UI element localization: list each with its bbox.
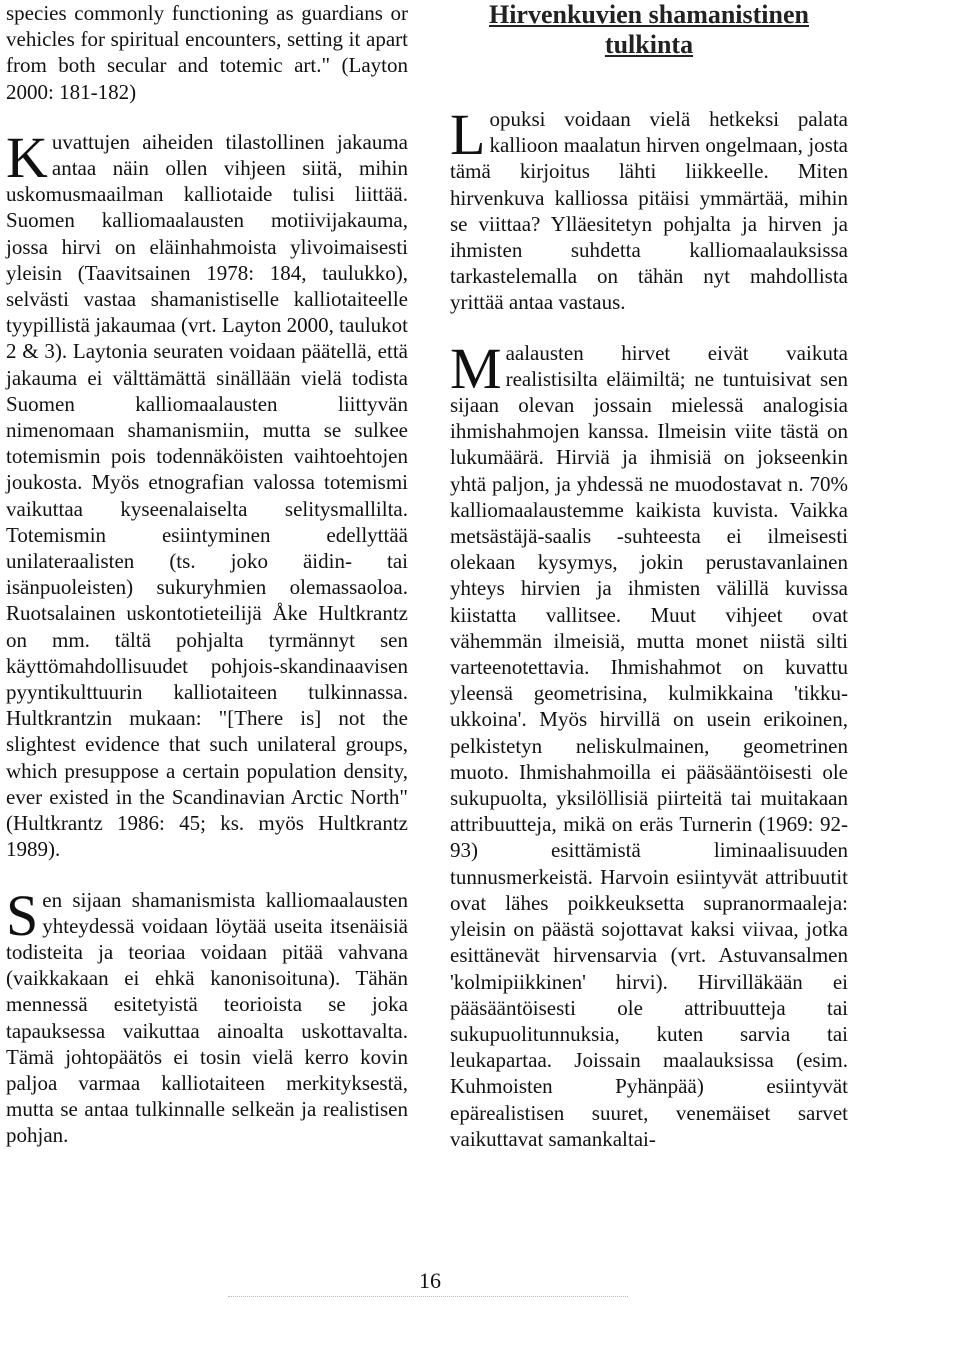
paragraph-intro bbox=[450, 102, 848, 316]
right-column bbox=[450, 0, 848, 1152]
drop-cap: K bbox=[6, 124, 48, 190]
drop-cap: M bbox=[450, 335, 502, 401]
drop-cap: S bbox=[6, 882, 39, 948]
paragraph-text: en sijaan shamanismista kalliomaalausten yhteydessä voidaan löytää useita itsenäisiä todisteita ja teoriaa voidaan pitää vahvana (vaikkakaan ei ehkä kanonisoituna). Tähän mennessä esitetyistä teorioista se joka tapauksessa vaikuttaa ainoalta uskottavalta. Tämä johtopäätös ei tosin vielä kerro kovin paljoa varmaa kalliotaiteen merkityksestä, mutta se antaa tulkinnalle selkeän ja realistisen pohjan. bbox=[6, 887, 408, 1148]
paragraph-shamanism bbox=[6, 882, 408, 1149]
drop-cap: L bbox=[450, 102, 486, 167]
paragraph-text: opuksi voidaan vielä hetkeksi palata kallioon maalatun hirven ongelmaan, josta tämä kirjoitus lähti liikkeelle. Miten hirvenkuva kalliossa pitäisi ymmärtää, mihin se viittaa? Ylläesitetyn pohjalta ja hirven ja ihmisten suhdetta kalliomaalauksissa tarkastelemalla on tähän nyt mahdollista yrittää antaa vastaus. bbox=[450, 107, 848, 315]
paragraph-elk-analysis bbox=[450, 335, 848, 1152]
paragraph-text: uvattujen aiheiden tilastollinen jakauma antaa näin ollen vihjeen siitä, mihin uskomusmaailman kalliotaide tulisi liittää. Suomen kalliomaalausten motiivijakauma, jossa hirvi on eläinhahmoista ylivoimaisesti yleisin (Taavitsainen 1978: 184, taulukko), selvästi vastaa shamanistiselle kalliotaiteelle tyypillistä jakaumaa (vrt. Layton 2000, taulukot 2 & 3). Laytonia seuraten voidaan päätellä, että jakauma ei välttämättä sinällään vielä todista Suomen kalliomaalausten liittyvän nimenomaan shamanismiin, mutta se sulkee totemismin pois todennäköisten vaihtoehtojen joukosta. Myös etnografian valossa totemismi vaikuttaa kyseenalaiselta selitysmallilta. Totemismin esiintyminen edellyttää unilateraalisten (ts. joko äidin- tai isänpuoleisten) sukuryhmien olemassaoloa. Ruotsalainen uskontotieteilijä Åke Hultkrantz on mm. tältä pohjalta tyrmännyt sen käyttömahdollisuudet pohjois-skandinaavisen pyyntikulttuurin kalliotaiteen tulkinnassa. Hultkrantzin mukaan: "[There is] not the slightest evidence that such unilateral groups, which presuppose a certain population density, ever existed in the Scandinavian Arctic North" (Hultkrantz 1986: 45; ks. myös Hultkrantz 1989). bbox=[6, 129, 408, 862]
paragraph-text: aalausten hirvet eivät vaikuta realistisilta eläimiltä; ne tuntuisivat sen sijaan olevan jossain mielessä analogisia ihmishahmojen kanssa. Ilmeisin viite tästä on lukumäärä. Hirviä ja ihmisiä on jokseenkin yhtä paljon, ja yhdessä ne muodostavat n. 70% kalliomaalaustemme kaikista kuvista. Vaikka metsästäjä-saalis -suhteesta ei ilmeisesti olekaan kysymys, jokin perustavanlainen yhteys hirvien ja ihmisten välillä kuvissa kiistatta vallitsee. Muut vihjeet ovat vähemmän ilmeisiä, mutta monet niistä silti varteenotettavia. Ihmishahmot on kuvattu yleensä geometrisina, kulmikkaina 'tikku-ukkoina'. Myös hirvillä on usein erikoinen, pelkistetyn neliskulmainen, geometrinen muoto. Ihmishahmoilla ei pääsääntöisesti ole sukupuolta, yksilöllisiä piirteitä tai muitakaan attribuutteja, mikä on eräs Turnerin (1969: 92-93) esittämistä liminaalisuuden tunnusmerkeistä. Harvoin esiintyvät attribuutit ovat lähes poikkeuksetta supranormaaleja: yleisin on päästä sojottavat kaksi viivaa, jotka esittänevät hirvensarvia (vrt. Astuvansalmen 'kolmipiikkinen' hirvi). Hirvilläkään ei pääsääntöisesti ole attribuutteja tai sukupuolitunnuksia, kuten sarvia tai leukapartaa. Joissain maalauksissa (esim. Kuhmoisten Pyhänpää) esiintyvät epärealistisen suuret, venemäiset sarvet vaikuttavat samankaltai- bbox=[450, 340, 848, 1151]
paragraph-distribution bbox=[6, 124, 408, 863]
section-heading: Hirvenkuvien shamanistinen tulkinta bbox=[488, 0, 809, 59]
page-number: 16 bbox=[419, 1268, 441, 1293]
paragraph-quote-end: species commonly functioning as guardians or vehicles for spiritual encounters, setting it apart from both secular and totemic art." (Layton 2000: 181-182) bbox=[6, 1, 408, 104]
footer-divider bbox=[228, 1296, 628, 1298]
left-column bbox=[6, 0, 408, 1149]
